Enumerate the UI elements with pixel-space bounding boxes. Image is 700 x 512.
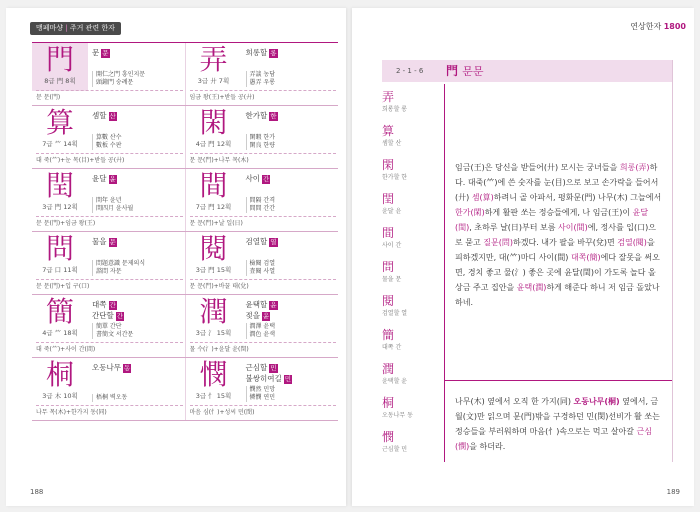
story-text: 하다. 대죽(⺮)에 쓴 숫자를 눈(目)으로 보고 손가락을 들어서(廾) (455, 163, 659, 202)
example-word: 問題意識 문제의식 (96, 260, 146, 267)
example-words (246, 323, 337, 339)
example-word: 愚弄 우롱 (249, 79, 275, 86)
hanja-char: 門 (45, 43, 74, 76)
highlight-word: 셈(算) (471, 193, 494, 202)
list-item (382, 192, 432, 226)
reading-badge: 산 (109, 112, 116, 120)
example-word: 頭鐘門 숭례문 (96, 79, 134, 86)
example-word: 數板 수판 (96, 142, 122, 149)
hanja-cell (32, 358, 186, 420)
mnemonic-story-2 (455, 394, 663, 454)
radical-formula: 대 죽(⺮)+눈 목(目)+받들 공(廾) (36, 153, 183, 168)
story-divider (444, 380, 672, 381)
list-item (382, 294, 432, 328)
list-meaning: 윤달 윤 (382, 208, 402, 215)
reading-badge: 문 (102, 49, 109, 57)
cell-body (186, 43, 339, 91)
hanja-box (32, 43, 88, 91)
hanja-cell (186, 43, 339, 105)
right-page (352, 8, 694, 506)
reading-text: 간단할 (92, 311, 114, 320)
reading-text: 검열할 (245, 237, 268, 246)
hanja-grade: 7급 口 11획 (42, 266, 78, 274)
section-title: 門 문문 (446, 64, 484, 78)
hanja-meta (246, 106, 337, 154)
hanja-meta (92, 43, 183, 91)
hanja-reading (92, 236, 183, 247)
list-meaning: 오동나무 동 (382, 412, 413, 419)
hanja-grade: 7급 ⺮ 14획 (42, 140, 78, 148)
list-meaning: 물을 문 (382, 276, 402, 283)
hanja-box (186, 295, 242, 343)
hanja-meta (246, 358, 337, 406)
reading-text: 근심할 (245, 363, 268, 372)
list-meaning: 대쪽 간 (382, 344, 402, 351)
hanja-meta (246, 43, 337, 91)
radical-formula: 문 문(門)+바꿀 태(兌) (190, 279, 337, 294)
highlight-word: 사이(間) (558, 223, 588, 232)
list-item (382, 362, 432, 396)
hanja-cell (32, 169, 186, 231)
radical-formula: 임금 왕(王)+받들 공(廾) (190, 90, 337, 105)
hanja-reading (246, 362, 337, 384)
hanja-cell (186, 232, 339, 294)
example-words (246, 134, 337, 150)
list-item (382, 396, 432, 430)
example-word: 檢閱 검열 (249, 260, 275, 267)
reading-badge: 간 (116, 312, 124, 320)
example-word: 潤澤 윤택 (249, 323, 275, 330)
example-word: 憫然 민망 (249, 386, 275, 393)
hanja-box (32, 106, 88, 154)
hanja-char: 簡 (45, 295, 74, 328)
list-meaning: 한가할 한 (382, 174, 408, 181)
cell-body (186, 169, 339, 217)
list-char: 問 (382, 260, 395, 274)
example-word: 梧桐 벽오동 (96, 394, 128, 401)
hanja-box (186, 43, 242, 91)
hanja-cell (32, 106, 186, 168)
hanja-box (32, 295, 88, 343)
reading-text: 문 (92, 48, 100, 57)
reading-text: 젖을 (245, 311, 260, 320)
hanja-meta (246, 169, 337, 217)
list-char: 閱 (382, 294, 395, 308)
story-text: 에, 정사를 입(口)으로 묻고 (455, 223, 656, 247)
cell-body (32, 169, 185, 217)
reading-text: 희롱할 (245, 48, 268, 57)
radical-formula: 대 죽(⺮)+사이 간(間) (36, 342, 183, 357)
list-meaning: 희롱할 롱 (382, 106, 408, 113)
reading-badge: 간 (263, 175, 270, 183)
reading-text: 한가할 (245, 111, 268, 120)
list-item (382, 124, 432, 158)
hanja-reading (246, 236, 337, 247)
hanja-meta (92, 295, 183, 343)
story-text: 에다 잘못을 써오면, 경치 좋고 물(氵) 좋은 곳에 윤달(閏)이 가도록 놀다 올 상금 주고 집안을 (455, 253, 660, 292)
hanja-box (186, 358, 242, 406)
story-text: 하겠다. 내가 팔을 바꾸(兌)면 (512, 238, 618, 247)
hanja-box (32, 358, 88, 406)
example-word: 簡單 간단 (96, 323, 122, 330)
hanja-meta (92, 232, 183, 280)
reading-text: 물을 (92, 237, 107, 246)
highlight-word: 질문(問) (483, 238, 513, 247)
hanja-box (32, 169, 88, 217)
reading-text: 사이 (245, 174, 260, 183)
hanja-char: 問 (45, 232, 74, 265)
reading-badge: 윤 (109, 175, 116, 183)
example-word: 間隔 간격 (249, 197, 275, 204)
hanja-list (382, 90, 432, 464)
reading-text: 오동나무 (92, 363, 121, 372)
radical-formula: 나무 목(木)+한가지 동(同) (36, 405, 183, 420)
story-text: 나무(木) 옆에서 오직 한 가지(同) (455, 397, 574, 406)
highlight-word: 대쪽(簡) (570, 253, 601, 262)
example-word: 書簡文 서간문 (96, 331, 134, 338)
running-header: 연상한자 1800 (630, 22, 686, 31)
list-meaning: 검열할 열 (382, 310, 408, 317)
example-words (92, 394, 183, 402)
radical-formula: 문 문(門)+입 구(口) (36, 279, 183, 294)
example-words (92, 260, 183, 276)
reading-text: 대쪽 (92, 300, 107, 309)
highlight-word: 윤택(潤) (516, 283, 547, 292)
hanja-cell (186, 169, 339, 231)
radical-formula: 문 문(門)+임금 왕(王) (36, 216, 183, 231)
hanja-cell (186, 106, 339, 168)
mnemonic-story (455, 160, 663, 310)
example-word: 潤色 윤색 (249, 331, 275, 338)
cell-body (32, 358, 185, 406)
cell-body (186, 106, 339, 154)
hanja-char: 閏 (45, 169, 74, 202)
example-words (246, 260, 337, 276)
hanja-meta (92, 106, 183, 154)
list-meaning: 윤택할 윤 (382, 378, 408, 385)
hanja-grade: 3급 門 12획 (42, 203, 78, 211)
reading-badge: 민 (284, 375, 292, 383)
example-word: 憐憫 연민 (249, 394, 275, 401)
example-word: 査閱 사열 (249, 268, 275, 275)
radical-formula: 문 문(門) (36, 90, 183, 105)
highlight-word: 검열(閱) (617, 238, 647, 247)
reading-badge: 동 (123, 364, 131, 372)
example-word: 諮問 자문 (96, 268, 122, 275)
example-word: 閏年 윤년 (96, 197, 122, 204)
reading-badge: 윤 (263, 312, 270, 320)
hanja-box (186, 232, 242, 280)
reading-badge: 간 (109, 301, 116, 309)
example-word: 弄談 농담 (249, 71, 275, 78)
example-word: 閑暇 한가 (249, 134, 275, 141)
hanja-char: 潤 (199, 295, 228, 328)
hanja-char: 算 (45, 106, 74, 139)
hanja-grade: 3급 廾 7획 (197, 77, 230, 85)
column-divider (444, 84, 445, 462)
list-meaning: 사이 간 (382, 242, 402, 249)
grid-row (32, 106, 338, 169)
list-char: 閑 (382, 158, 395, 172)
hanja-reading (92, 299, 183, 321)
reading-text: 셈할 (92, 111, 107, 120)
hanja-reading (92, 173, 183, 184)
hanja-grid (32, 42, 338, 421)
hanja-grade: 4급 門 12획 (195, 140, 232, 148)
cell-body (32, 295, 185, 343)
example-words (92, 197, 183, 213)
reading-badge: 민 (270, 364, 277, 372)
list-char: 憫 (382, 430, 395, 444)
hanja-grade: 4급 ⺮ 18획 (42, 329, 78, 337)
grid-row (32, 295, 338, 358)
story-text: 을 하더라. (469, 442, 506, 451)
hanja-reading (246, 173, 337, 184)
hanja-char: 閱 (199, 232, 228, 265)
cell-body (186, 295, 339, 343)
reading-text: 윤택할 (245, 300, 268, 309)
story-text: 임금(王)은 당신을 받들어(廾) 모시는 궁녀들을 (455, 163, 620, 172)
list-char: 潤 (382, 362, 395, 376)
example-word: 開仁之門 흥인지문 (96, 71, 146, 78)
hanja-box (186, 169, 242, 217)
example-words (246, 386, 337, 402)
highlight-word: 오동나무(桐) (573, 397, 620, 406)
reading-badge: 문 (109, 238, 116, 246)
hanja-cell (32, 232, 186, 294)
hanja-grade: 8급 門 8획 (44, 77, 76, 85)
reading-badge: 윤 (270, 301, 277, 309)
highlight-word: 윤달(閏) (455, 208, 649, 232)
hanja-cell (186, 295, 339, 357)
reading-badge: 한 (270, 112, 277, 120)
cell-body (32, 43, 185, 91)
example-words (92, 134, 183, 150)
example-words (246, 71, 337, 87)
hanja-box (32, 232, 88, 280)
story-text: 하려니 골 아파서, 평화문(門) 나무(木) 그늘에서 (493, 193, 662, 202)
reading-badge: 롱 (270, 49, 277, 57)
list-item (382, 430, 432, 464)
example-words (92, 71, 183, 87)
hanja-reading (246, 110, 337, 121)
example-words (92, 323, 183, 339)
list-item (382, 328, 432, 362)
story-text: 을 피하겠지만, 대(⺮)마디 사이(間) (455, 238, 655, 262)
hanja-grade: 3급 門 15획 (195, 266, 232, 274)
hanja-reading (246, 47, 337, 58)
cell-body (186, 358, 339, 406)
list-char: 閏 (382, 192, 395, 206)
hanja-char: 桐 (45, 358, 74, 391)
example-word: 算數 산수 (96, 134, 122, 141)
hanja-char: 憫 (199, 358, 228, 391)
hanja-meta (246, 232, 337, 280)
highlight-word: 근심(憫) (455, 427, 652, 451)
example-word: 閑良 한량 (249, 142, 275, 149)
section-code: 2 - 1 - 6 (396, 67, 424, 75)
reading-badge: 열 (270, 238, 277, 246)
hanja-cell (32, 43, 186, 105)
example-word: 間間 간간 (249, 205, 275, 212)
list-char: 簡 (382, 328, 395, 342)
grid-row (32, 169, 338, 232)
hanja-box (186, 106, 242, 154)
hanja-reading (92, 110, 183, 121)
radical-formula: 마음 심(忄)+성씨 민(閔) (190, 405, 337, 420)
list-item (382, 158, 432, 192)
left-page (6, 8, 346, 506)
reading-text: 윤달 (92, 174, 107, 183)
frame-line (672, 60, 673, 462)
list-item (382, 90, 432, 124)
cell-body (186, 232, 339, 280)
list-char: 算 (382, 124, 395, 138)
page-tag: 맹페마샹 | 주거 관련 한자 (30, 22, 121, 35)
reading-text: 불쌍히여길 (245, 374, 282, 383)
story-text: 옆에서, 금월(文)만 읽으며 문(門)밖을 구경하던 민(閔)선비가 활 쏘는 정승들을 부러워하며 마음(忄)속으로는 먹고 살아갈 (455, 397, 660, 436)
grid-row (32, 43, 338, 106)
hanja-cell (186, 358, 339, 420)
hanja-char: 間 (199, 169, 228, 202)
hanja-grade: 3급 氵 15획 (195, 329, 232, 337)
list-meaning: 근심할 민 (382, 446, 408, 453)
hanja-char: 弄 (199, 43, 228, 76)
page-number: 189 (666, 488, 680, 496)
list-char: 間 (382, 226, 395, 240)
example-words (246, 197, 337, 213)
hanja-cell (32, 295, 186, 357)
highlight-word: 한가(閑) (455, 208, 485, 217)
hanja-grade: 7급 門 12획 (195, 203, 232, 211)
cell-body (32, 232, 185, 280)
list-char: 弄 (382, 90, 395, 104)
story-text: , 초하루 날(日)부터 보름 (469, 223, 559, 232)
story-text: 하게 해준다 하니 저 임금 돌았나 하네. (455, 283, 660, 307)
example-word: 閏四月 윤사월 (96, 205, 134, 212)
hanja-char: 閑 (199, 106, 228, 139)
hanja-meta (92, 358, 183, 406)
story-text: 하게 활판 쏘는 정승들에게, 나 임금(王)이 (484, 208, 633, 217)
radical-formula: 문 문(門)+날 일(日) (190, 216, 337, 231)
hanja-reading (92, 47, 183, 58)
list-item (382, 226, 432, 260)
highlight-word: 희롱(弄) (619, 163, 650, 172)
hanja-grade: 3급 木 10획 (42, 392, 78, 400)
hanja-reading (246, 299, 337, 321)
radical-formula: 문 문(門)+나무 목(木) (190, 153, 337, 168)
section-banner (382, 60, 672, 82)
hanja-meta (92, 169, 183, 217)
grid-row (32, 358, 338, 421)
page-number: 188 (30, 488, 44, 496)
hanja-grade: 3급 忄 15획 (195, 392, 232, 400)
list-char: 桐 (382, 396, 395, 410)
radical-formula: 물 수(氵)+윤달 윤(閏) (190, 342, 337, 357)
list-meaning: 셈할 산 (382, 140, 402, 147)
cell-body (32, 106, 185, 154)
list-item (382, 260, 432, 294)
hanja-meta (246, 295, 337, 343)
grid-row (32, 232, 338, 295)
hanja-reading (92, 362, 183, 373)
